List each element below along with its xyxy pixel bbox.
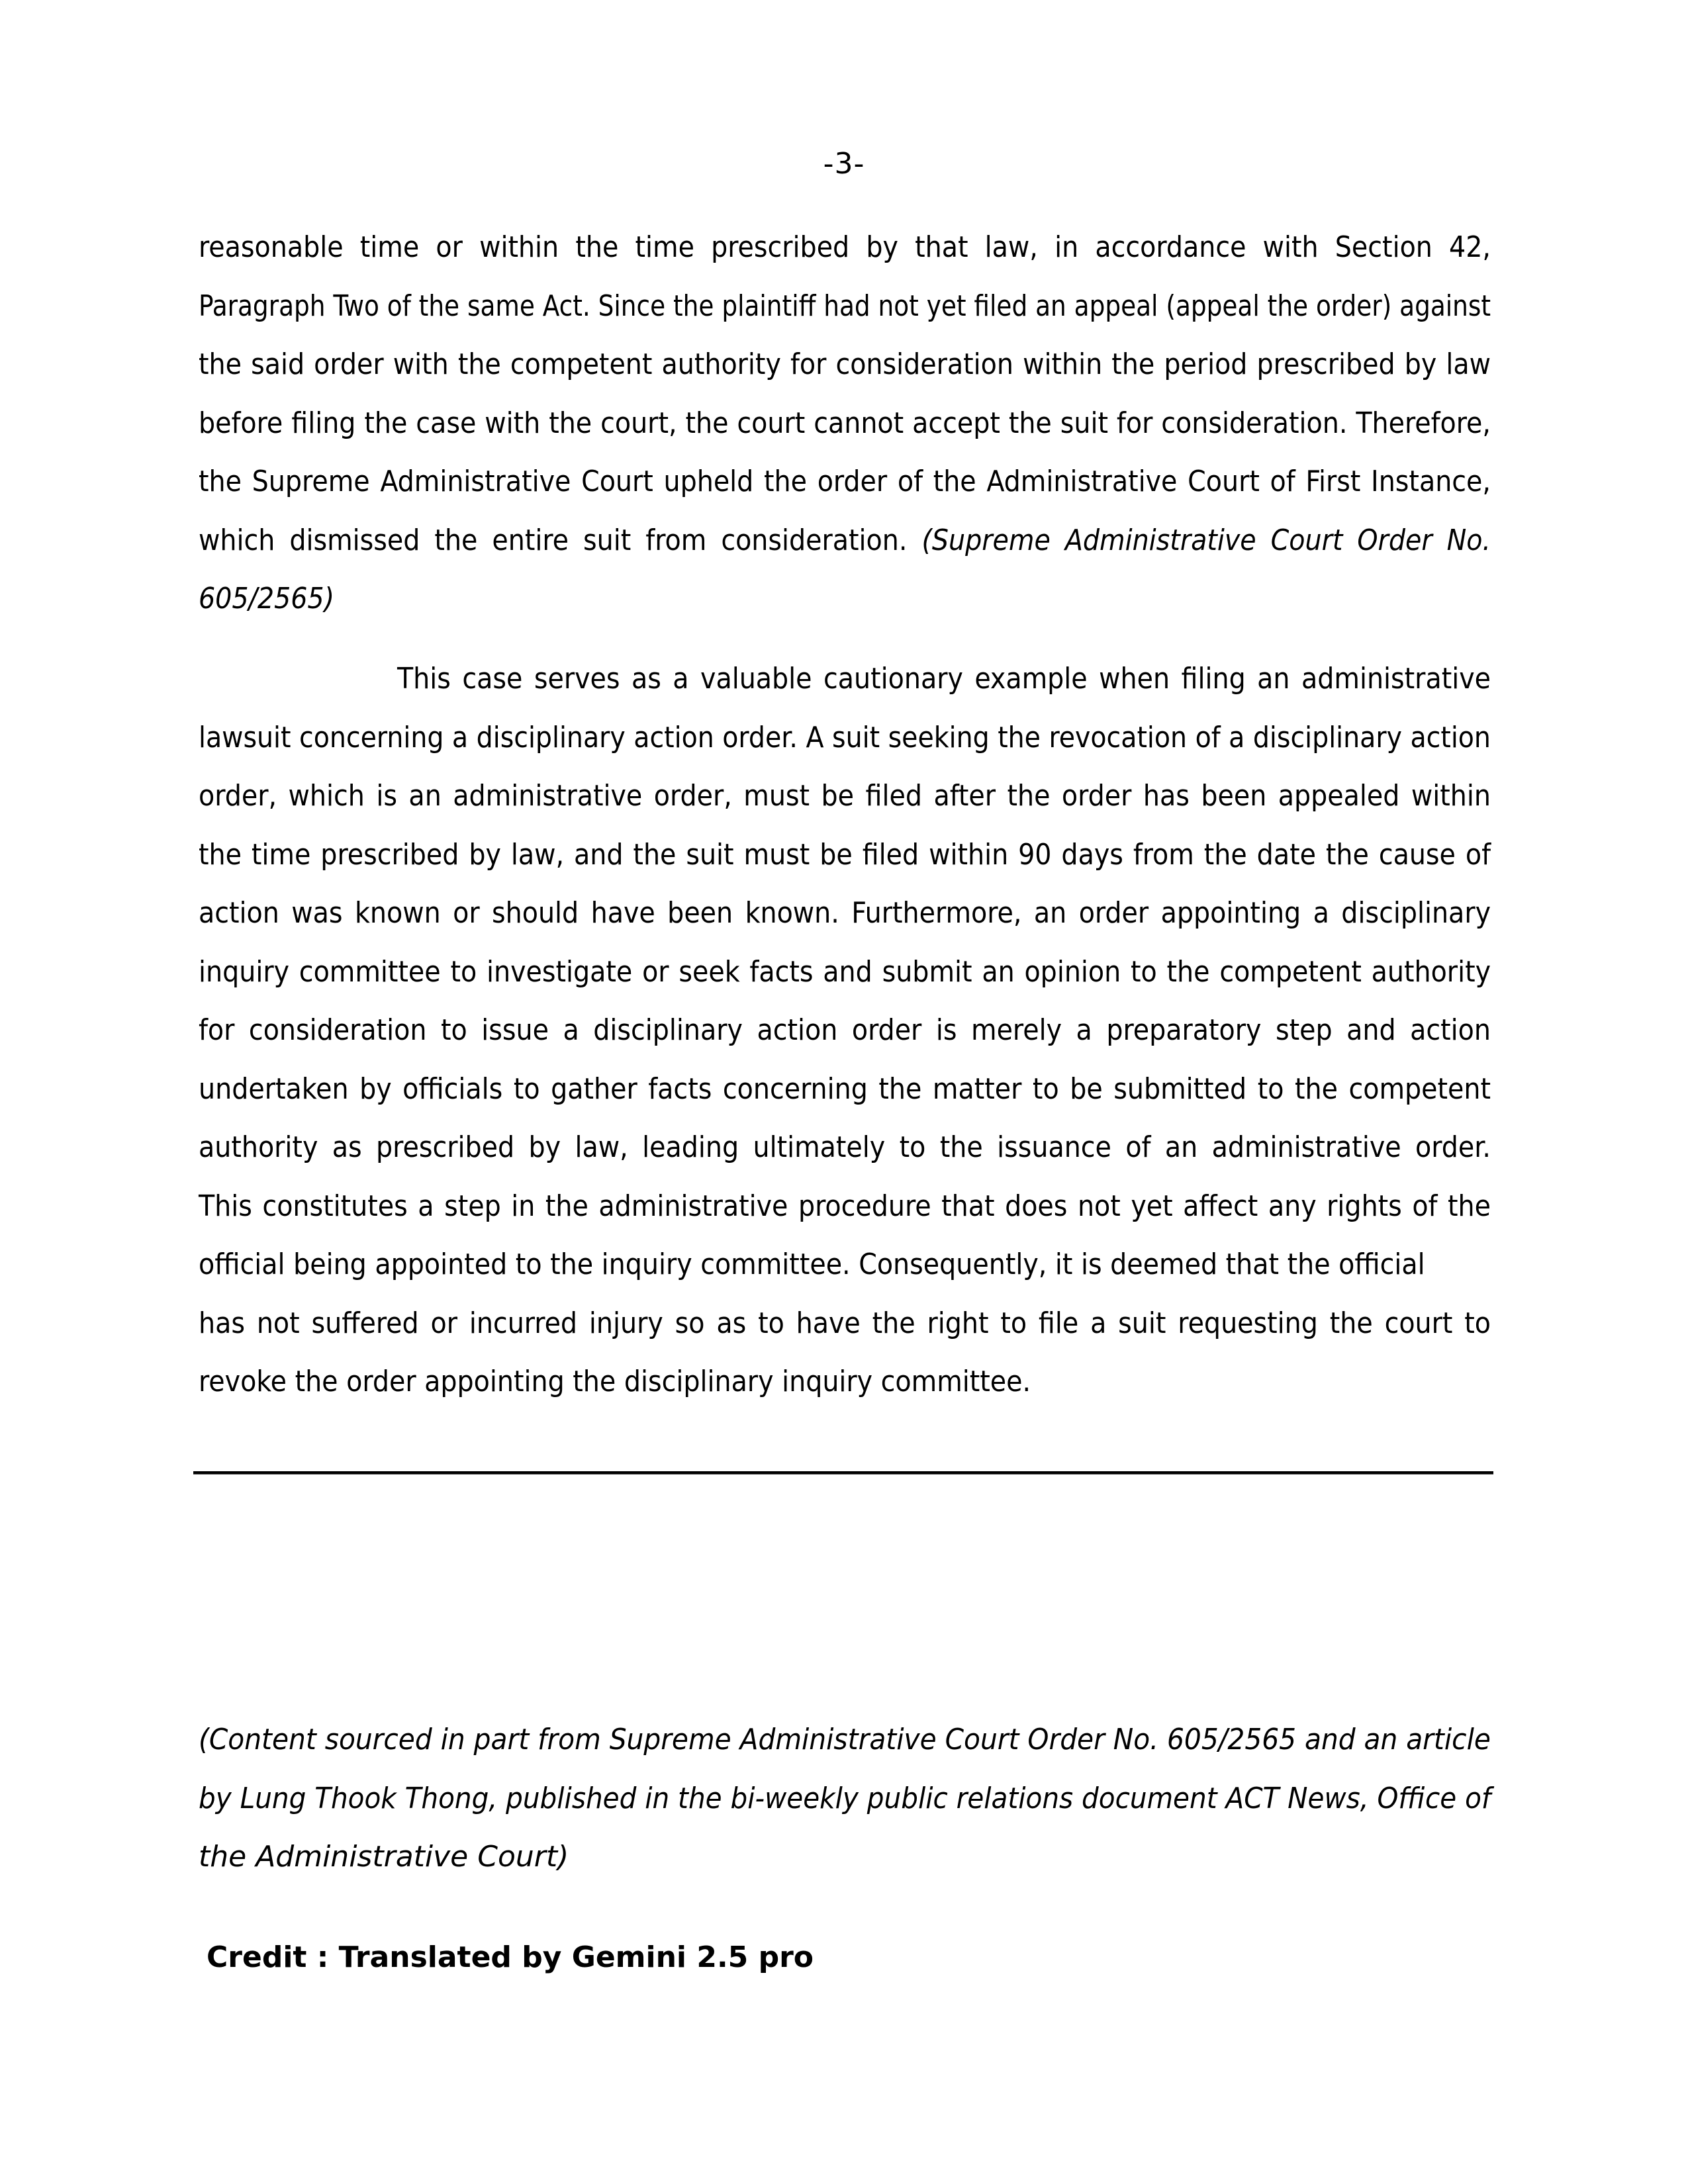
text-segment: which dismissed the entire suit from consideration. bbox=[199, 523, 908, 557]
source-note bbox=[199, 1711, 1491, 1887]
source-note-line: (Content sourced in part from Supreme Administrative Court Order No. 605/2565 and an article bbox=[199, 1723, 1491, 1756]
text-line: the Supreme Administrative Court upheld the order of the Administrative Court of First Instance, bbox=[199, 465, 1491, 498]
text-line: revoke the order appointing the disciplinary inquiry committee. bbox=[199, 1365, 1031, 1398]
source-note-line: by Lung Thook Thong, published in the bi-weekly public relations document ACT News, Office of bbox=[199, 1781, 1491, 1815]
paragraph-commentary bbox=[199, 650, 1491, 1412]
page-number: -3- bbox=[823, 147, 865, 181]
text-line: lawsuit concerning a disciplinary action order. A suit seeking the revocation of a disciplinary action bbox=[199, 720, 1491, 754]
text-line: inquiry committee to investigate or seek facts and submit an opinion to the competent authority bbox=[199, 954, 1491, 989]
horizontal-divider bbox=[193, 1471, 1493, 1475]
text-line-with-citation bbox=[199, 512, 1491, 570]
text-line: authority as prescribed by law, leading ultimately to the issuance of an administrative order. bbox=[199, 1130, 1491, 1164]
text-line: for consideration to issue a disciplinary action order is merely a preparatory step and action bbox=[199, 1013, 1491, 1047]
text-line: the time prescribed by law, and the suit must be filed within 90 days from the date the cause of bbox=[199, 837, 1491, 872]
text-line: This constitutes a step in the administrative procedure that does not yet affect any rights of the bbox=[199, 1189, 1491, 1223]
text-line: before filing the case with the court, the court cannot accept the suit for consideration. Therefore, bbox=[199, 406, 1491, 440]
text-line: This case serves as a valuable cautionary example when filing an administrative bbox=[397, 662, 1491, 696]
text-line: undertaken by officials to gather facts concerning the matter to be submitted to the competent bbox=[199, 1071, 1491, 1106]
paragraph-case-holding bbox=[199, 218, 1491, 629]
text-line: has not suffered or incurred injury so as to have the right to file a suit requesting the court to bbox=[199, 1306, 1491, 1340]
text-line: official being appointed to the inquiry committee. Consequently, it is deemed that the official bbox=[199, 1248, 1425, 1281]
text-line: Paragraph Two of the same Act. Since the plaintiff had not yet filed an appeal (appeal the order) against bbox=[199, 289, 1491, 323]
text-line: action was known or should have been known. Furthermore, an order appointing a disciplinary bbox=[199, 896, 1491, 930]
case-citation: (Supreme Administrative Court Order No. bbox=[921, 523, 1491, 557]
text-line: order, which is an administrative order, must be filed after the order has been appealed within bbox=[199, 779, 1491, 813]
source-note-line: the Administrative Court) bbox=[199, 1840, 569, 1874]
translation-credit: Credit : Translated by Gemini 2.5 pro bbox=[207, 1940, 814, 1974]
text-line: the said order with the competent authority for consideration within the period prescribed by law bbox=[199, 347, 1491, 381]
case-citation-continued: 605/2565) bbox=[199, 582, 335, 615]
text-line: reasonable time or within the time prescribed by that law, in accordance with Section 42, bbox=[199, 230, 1491, 264]
